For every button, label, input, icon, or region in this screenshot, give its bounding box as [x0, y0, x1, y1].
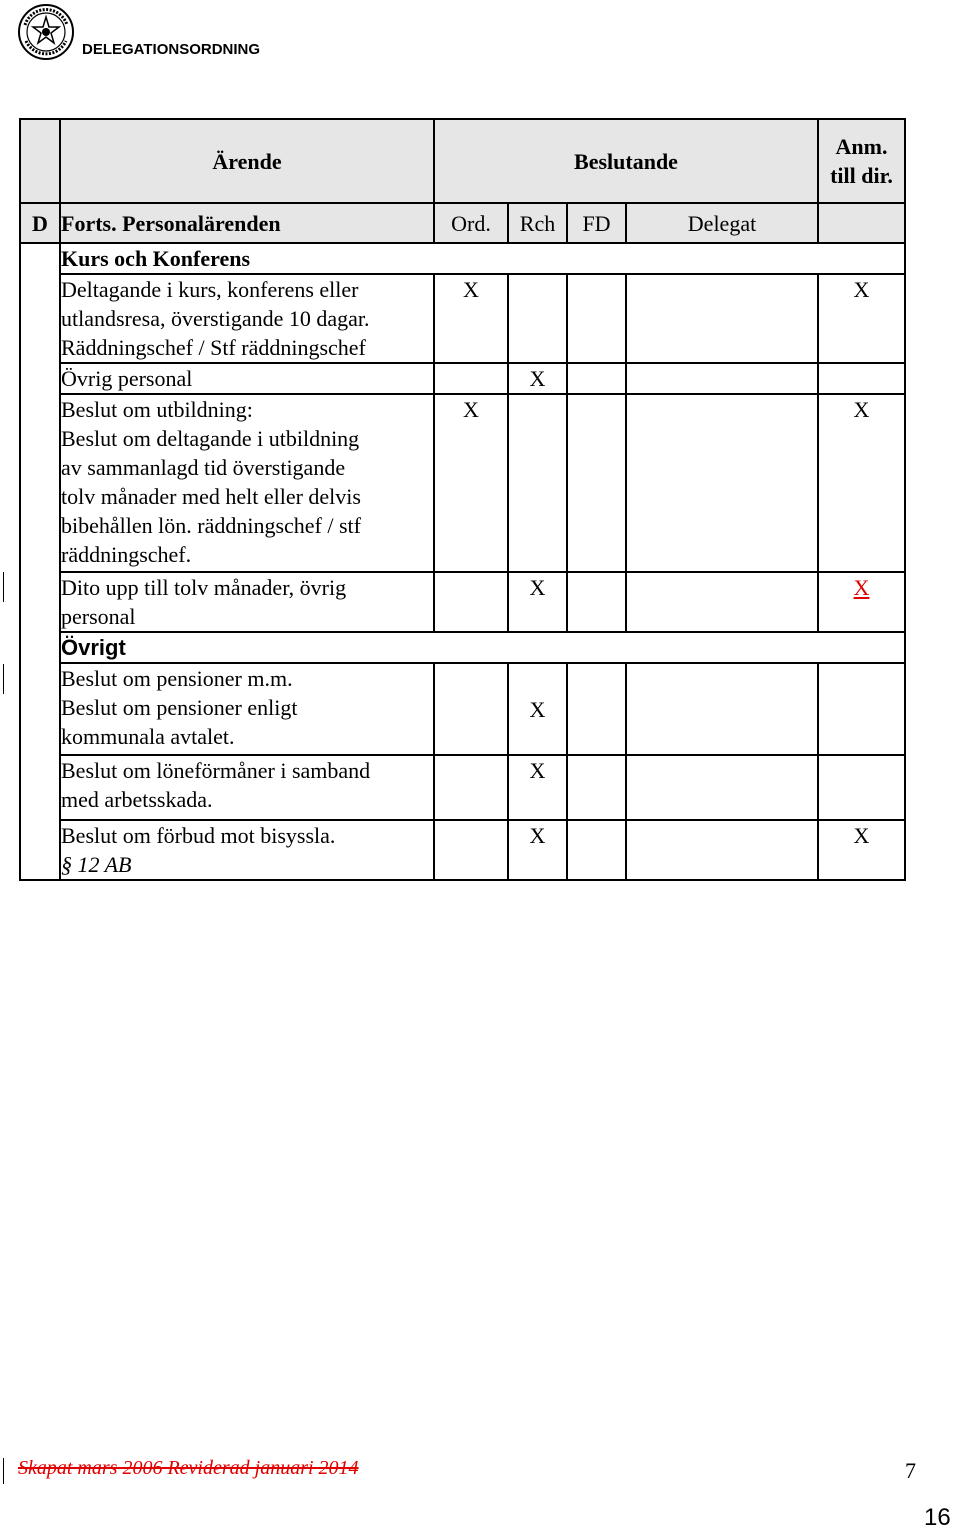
anm-mark-revised	[818, 572, 905, 632]
letter-cell	[20, 243, 60, 274]
table-row	[20, 363, 905, 394]
table-row	[20, 755, 905, 820]
page-number-secondary: 16	[924, 1504, 951, 1531]
column-header-anm	[818, 119, 905, 203]
delegat-mark	[626, 274, 818, 363]
ord-mark: X	[434, 274, 508, 363]
delegat-mark	[626, 820, 818, 880]
rch-mark	[508, 274, 567, 363]
delegat-mark	[626, 363, 818, 394]
table-row	[20, 663, 905, 755]
arende-line: Beslut om deltagande i utbildning	[61, 426, 360, 451]
revision-note: Skapat mars 2006 Reviderad januari 2014	[18, 1457, 359, 1479]
row-heading: Kurs och Konferens	[61, 246, 251, 271]
letter-cell	[20, 363, 60, 394]
column-header-beslutande: Beslutande	[434, 119, 818, 203]
subheader-delegat: Delegat	[626, 203, 818, 243]
subheader-anm-empty	[818, 203, 905, 243]
page-number: 7	[905, 1458, 916, 1483]
arende-line: tolv månader med helt eller delvis	[61, 484, 361, 509]
column-header-arende: Ärende	[60, 119, 434, 203]
row-heading: Övrigt	[61, 635, 126, 660]
anm-line-1: Anm.	[835, 134, 888, 159]
arende-line: bibehållen lön. räddningschef / stf	[61, 513, 361, 538]
delegat-mark	[626, 663, 818, 755]
arende-line: utlandsresa, överstigande 10 dagar.	[61, 306, 370, 331]
fd-mark	[567, 363, 626, 394]
arende-line: Övrig personal	[61, 366, 193, 391]
anm-mark: X	[818, 274, 905, 363]
arende-cell	[60, 394, 434, 572]
delegat-mark	[626, 755, 818, 820]
ord-mark	[434, 820, 508, 880]
rch-mark: X	[508, 572, 567, 632]
arende-line: Beslut om pensioner m.m.	[61, 666, 293, 691]
table-header-row	[20, 119, 905, 203]
fd-mark	[567, 394, 626, 572]
arende-line: Beslut om förbud mot bisyssla.	[61, 823, 336, 848]
arende-cell	[60, 363, 434, 394]
subheader-fd: FD	[567, 203, 626, 243]
change-bar	[3, 664, 4, 694]
table-row	[20, 243, 905, 274]
arende-line: Deltagande i kurs, konferens eller	[61, 277, 359, 302]
arende-cell	[60, 274, 434, 363]
table-row	[20, 274, 905, 363]
arende-line: kommunala avtalet.	[61, 724, 235, 749]
arende-line: räddningschef.	[61, 542, 192, 567]
subheader-rch: Rch	[508, 203, 567, 243]
delegat-mark	[626, 394, 818, 572]
letter-cell	[20, 394, 60, 572]
arende-line: Beslut om löneförmåner i samband	[61, 758, 371, 783]
change-bar	[3, 1458, 4, 1484]
change-bar	[3, 572, 4, 602]
arende-cell	[60, 663, 434, 755]
header-corner-cell	[20, 119, 60, 203]
arende-line: Dito upp till tolv månader, övrig	[61, 575, 347, 600]
delegation-table	[19, 118, 906, 881]
arende-line: Räddningschef / Stf räddningschef	[61, 335, 366, 360]
rch-mark: X	[508, 820, 567, 880]
anm-mark: X	[818, 394, 905, 572]
anm-mark: X	[818, 820, 905, 880]
table-row	[20, 820, 905, 880]
arende-cell	[60, 755, 434, 820]
section-title: Forts. Personalärenden	[60, 203, 434, 243]
arende-line: § 12 AB	[61, 852, 132, 877]
anm-mark	[818, 755, 905, 820]
ord-mark: X	[434, 394, 508, 572]
fd-mark	[567, 572, 626, 632]
arende-cell	[60, 572, 434, 632]
arende-line: personal	[61, 604, 136, 629]
row-heading-cell	[60, 243, 905, 274]
arende-cell	[60, 820, 434, 880]
ord-mark	[434, 663, 508, 755]
anm-mark	[818, 363, 905, 394]
anm-line-2: till dir.	[830, 163, 893, 188]
section-header-row	[20, 203, 905, 243]
rch-mark: X	[508, 663, 567, 755]
anm-mark: X	[853, 575, 870, 600]
fd-mark	[567, 663, 626, 755]
ord-mark	[434, 363, 508, 394]
arende-line: Beslut om pensioner enligt	[61, 695, 298, 720]
rch-mark: X	[508, 363, 567, 394]
fd-mark	[567, 820, 626, 880]
organization-seal-logo	[17, 3, 75, 61]
letter-cell	[20, 572, 60, 632]
letter-cell	[20, 632, 60, 663]
row-heading-cell	[60, 632, 905, 663]
subheader-ord: Ord.	[434, 203, 508, 243]
arende-line: av sammanlagd tid överstigande	[61, 455, 346, 480]
arende-line: med arbetsskada.	[61, 787, 213, 812]
letter-cell	[20, 820, 60, 880]
delegat-mark	[626, 572, 818, 632]
rch-mark: X	[508, 755, 567, 820]
anm-mark	[818, 663, 905, 755]
rch-mark	[508, 394, 567, 572]
table-row	[20, 632, 905, 663]
arende-line: Beslut om utbildning:	[61, 397, 253, 422]
ord-mark	[434, 572, 508, 632]
table-row	[20, 572, 905, 632]
table-row	[20, 394, 905, 572]
fd-mark	[567, 274, 626, 363]
document-title: DELEGATIONSORDNING	[82, 41, 261, 58]
letter-cell	[20, 274, 60, 363]
fd-mark	[567, 755, 626, 820]
letter-cell	[20, 663, 60, 755]
letter-cell	[20, 755, 60, 820]
ord-mark	[434, 755, 508, 820]
section-letter: D	[20, 203, 60, 243]
